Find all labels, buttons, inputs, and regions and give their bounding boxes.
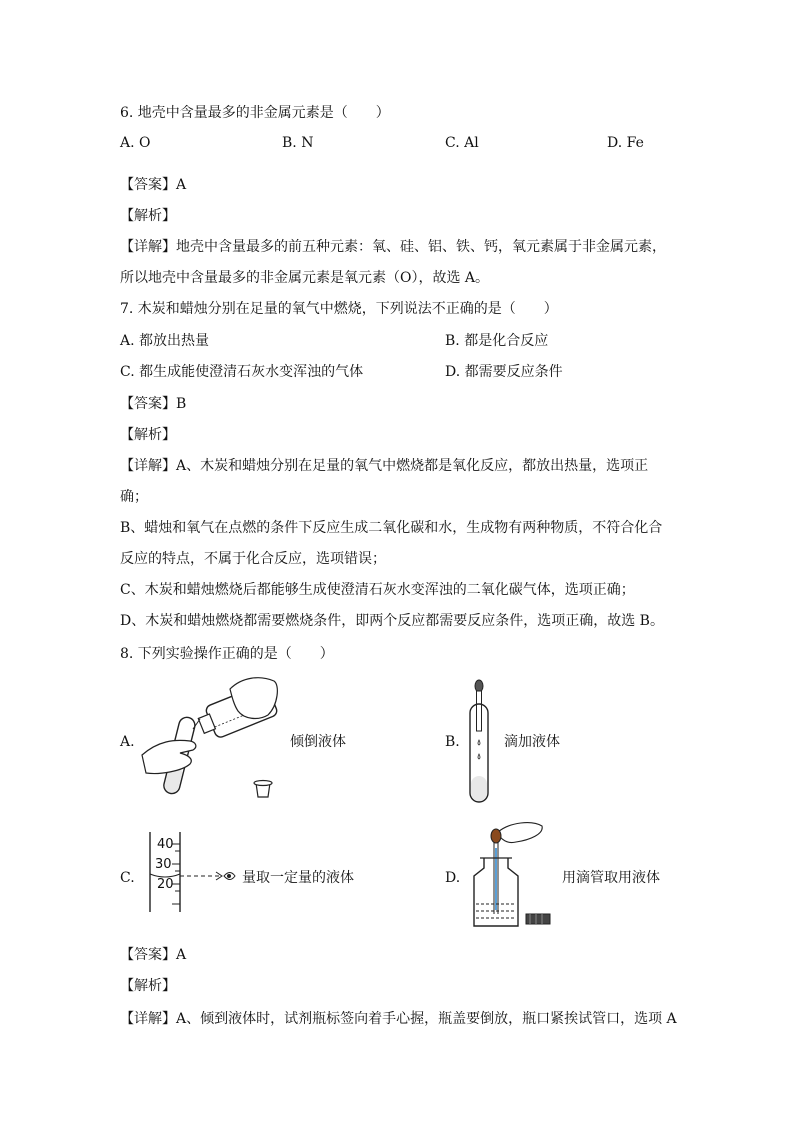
q6-answer: 【答案】A [120, 177, 187, 193]
cylinder-tick-30: 30 [155, 857, 172, 872]
q8-option-d-letter: D. [445, 870, 461, 886]
q7-analysis-label: 【解析】 [120, 427, 176, 443]
q6-detail-line-2: 所以地壳中含量最多的非金属元素是氧元素（O），故选 A。 [120, 270, 490, 286]
q7-detail-line-1: 【详解】A、木炭和蜡烛分别在足量的氧气中燃烧都是氧化反应，都放出热量，选项正 [120, 458, 649, 474]
q7-option-c: C. 都生成能使澄清石灰水变浑浊的气体 [120, 364, 364, 380]
q7-detail-line-4: 反应的特点，不属于化合反应，选项错误； [120, 551, 386, 567]
cylinder-tick-40: 40 [157, 837, 174, 852]
cylinder-tick-20: 20 [157, 877, 174, 892]
q7-detail-line-5: C、木炭和蜡烛燃烧后都能够生成使澄清石灰水变浑浊的二氧化碳气体，选项正确； [120, 582, 635, 598]
q8-option-c-letter: C. [120, 870, 135, 886]
q6-option-a: A. O [120, 135, 151, 151]
q8-option-d-caption: 用滴管取用液体 [562, 870, 660, 886]
q7-stem: 7. 木炭和蜡烛分别在足量的氧气中燃烧，下列说法不正确的是（ ） [120, 301, 558, 317]
q6-option-b: B. N [282, 135, 314, 151]
q6-analysis-label: 【解析】 [120, 208, 176, 224]
q7-answer: 【答案】B [120, 396, 187, 412]
q6-option-c: C. Al [445, 135, 479, 151]
q6-stem: 6. 地壳中含量最多的非金属元素是（ ） [120, 105, 390, 121]
q7-detail-line-2: 确； [120, 489, 148, 505]
q7-option-b: B. 都是化合反应 [445, 333, 549, 349]
q6-detail-line-1: 【详解】地壳中含量最多的前五种元素：氧、硅、铝、铁、钙，氧元素属于非金属元素， [120, 239, 666, 255]
q8-detail-line-1: 【详解】A、倾到液体时，试剂瓶标签向着手心握，瓶盖要倒放，瓶口紧挨试管口，选项 A [120, 1011, 677, 1027]
q7-option-a: A. 都放出热量 [120, 333, 210, 349]
q8-option-b-letter: B. [445, 734, 460, 750]
q8-analysis-label: 【解析】 [120, 978, 176, 994]
q8-stem: 8. 下列实验操作正确的是（ ） [120, 646, 334, 662]
q8-answer: 【答案】A [120, 947, 187, 963]
q8-option-a-letter: A. [120, 734, 135, 750]
q8-option-a-caption: 倾倒液体 [290, 734, 346, 750]
dropping-liquid-figure [464, 680, 494, 805]
q7-option-d: D. 都需要反应条件 [445, 364, 563, 380]
q6-option-d: D. Fe [607, 135, 644, 151]
q8-option-c-caption: 量取一定量的液体 [242, 870, 354, 886]
pouring-liquid-figure [138, 675, 288, 805]
q7-detail-line-6: D、木炭和蜡烛燃烧都需要燃烧条件，即两个反应都需要反应条件，选项正确，故选 B。 [120, 613, 664, 629]
q8-option-b-caption: 滴加液体 [504, 734, 560, 750]
q7-detail-line-3: B、蜡烛和氧气在点燃的条件下反应生成二氧化碳和水，生成物有两种物质，不符合化合 [120, 520, 663, 536]
dropper-bottle-figure [470, 818, 560, 930]
